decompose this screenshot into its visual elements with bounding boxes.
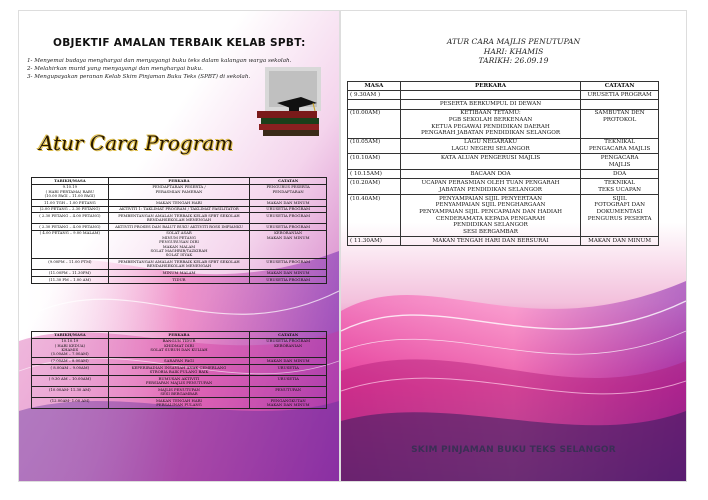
right-page <box>340 10 687 482</box>
table-cell: MAKAN DAN MINUM <box>250 200 327 207</box>
table-cell: MAKAN DAN MINUM <box>250 358 327 365</box>
table-cell: TEKNIKAL TEKS UCAPAN <box>581 179 659 195</box>
table-cell: AKTIVITI 1: TAKLIMAT PROGRAM / TAKLIMAT FASILITATOR <box>108 206 250 213</box>
table-row <box>348 154 659 170</box>
table-cell: (2.00 PETANG – 2.30 PETANG) <box>32 206 109 213</box>
table-row <box>32 259 327 270</box>
table-cell: MAJLIS PENUTUPAN SESI BERGAMBAR <box>108 387 250 398</box>
table-cell: (11.30 PM – 1.00 AM) <box>32 277 109 284</box>
closing-ceremony-header <box>341 37 686 66</box>
table-cell: SARAPAN PAGI <box>108 358 250 365</box>
table-cell: (10.00AM) <box>348 109 401 138</box>
table-cell: KATA ALUAN PENGERUSI MAJLIS <box>400 154 580 170</box>
table-cell: URUSETIA PROGRAM <box>250 259 327 270</box>
table-cell: TIDUR <box>108 277 250 284</box>
table-cell: URUSETIA PROGRAM <box>250 224 327 231</box>
objective-item: 1- Menyemai budaya menghargai dan menyayangi buku teks dalam kalangan warga sekolah. <box>27 58 292 64</box>
table-cell: URUSETIA PROGRAM KEBORANIAN <box>250 338 327 358</box>
closing-ceremony-day: HARI: KHAMIS <box>483 46 544 56</box>
books-graduation-cap-image <box>257 67 323 139</box>
table-cell: ( 9.30AM ) <box>348 91 401 100</box>
column-header: TARIKH/MASA <box>32 178 109 185</box>
objective-title: OBJEKTIF AMALAN TERBAIK KELAB SPBT: <box>53 37 306 49</box>
column-header: CATATAN <box>250 332 327 339</box>
table-row <box>32 213 327 224</box>
closing-ceremony-date: TARIKH: 26.09.19 <box>478 56 549 65</box>
column-header: CATATAN <box>581 82 659 91</box>
table-cell: RUMUSAN AKTIVITI PERSIAPAN MAJLIS PENUTUPAN <box>108 376 250 387</box>
table-cell: UCAPAN PERASMIAN OLEH TUAN PENGARAH JABATAN PENDIDIKAN SELANGOR <box>400 179 580 195</box>
table-cell: SAMBUTAN DEN PROTOKOL <box>581 109 659 138</box>
table-cell: 9.10.19 ( HARI PERTAMA) RABU (10.00 PAGI – 11.00 PAGI) <box>32 184 109 199</box>
table-cell: PENGURUS PESERTA PENDAFTARAN <box>250 184 327 199</box>
table-cell: (10.40AM) <box>348 195 401 237</box>
table-row <box>348 195 659 237</box>
table-row <box>348 91 659 100</box>
table-row <box>32 358 327 365</box>
table-body <box>32 338 327 408</box>
table-cell: (10.00AM- 11.30 AM) <box>32 387 109 398</box>
table-cell: ( 4.00 PETANG – 9.00 MALAM) <box>32 230 109 259</box>
table-row <box>348 170 659 179</box>
table-cell: URUSETIA PROGRAM <box>250 206 327 213</box>
table-cell: (10.20AM) <box>348 179 401 195</box>
closing-ceremony-title: ATUR CARA MAJLIS PENUTUPAN <box>446 37 581 46</box>
table-cell: SOLAT ASAR MINUM PETANG PENGURUSAN DIRI MAKAN MALAM SOLAT MAGHRIB/TAZKIRAH SOLAT ISYAK <box>108 230 250 259</box>
table-cell <box>400 91 580 100</box>
table-cell: MAKAN DAN MINUM <box>250 270 327 277</box>
table-cell: (9.00PM – 11.00 PTM) <box>32 259 109 270</box>
table-row <box>32 338 327 358</box>
table-cell: MINUM MALAM <box>108 270 250 277</box>
table-cell: AKTIVITI PROSES DAN BALUT BUKU AKTIVITI ROSS IMPIANKU <box>108 224 250 231</box>
table-row <box>32 387 327 398</box>
table-cell: MAKAN TENGAH HARI DAN BERSURAI <box>400 237 580 246</box>
table-cell: MAKAN DAN MINUM <box>581 237 659 246</box>
column-header: CATATAN <box>250 178 327 185</box>
table-cell: PEMBENTANGAN AMALAN TERBAIK KELAB SPBT SEKOLAH BENDAHSEKOLAH MENENGAH <box>108 259 250 270</box>
table-cell: URUSETIA PROGRAM <box>581 91 659 100</box>
table-row <box>32 398 327 409</box>
table-row <box>348 237 659 246</box>
table-cell: 11.00 TGH – 1.00 PETANG <box>32 200 109 207</box>
table-cell: PENGACARA MAJLIS <box>581 154 659 170</box>
table-row <box>348 138 659 154</box>
table-cell: MAKAN TENGAH HARI PERSALINAN PULANG <box>108 398 250 409</box>
table-row <box>32 224 327 231</box>
table-cell <box>581 100 659 109</box>
table-cell: (10.10AM) <box>348 154 401 170</box>
table-body <box>348 91 659 246</box>
table-cell: URUSETIA PROGRAM <box>250 213 327 224</box>
table-cell: PENYAMPAIAN SIJIL PENYERTAAN PENYAMPAIAN SIJIL PENGHARGAAN PENYAMPAIAN SIJIL PENCAPAIAN DAN HADIAH CENDERAMATA KEPADA PENGARAH PENDIDIKAN SELANGOR SESI BERGAMBAR <box>400 195 580 237</box>
objective-item: 2- Melahirkan murid yang menyayangi dan menghargai buku. <box>27 66 203 73</box>
table-cell <box>348 100 401 109</box>
closing-ceremony-table <box>347 81 659 246</box>
table-cell: URUSETIA <box>250 365 327 376</box>
table-row <box>32 200 327 207</box>
table-body <box>32 184 327 283</box>
table-cell: KETIBAAN TETAMU: PGB SEKOLAH BERKENAAN KETUA PEGAWAI PENDIDIKAN DAERAH PENGARAH JABATAN PENDIDIKAN SELANGOR <box>400 109 580 138</box>
table-cell: PEMBENTANGAN AMALAN TERBAIK KELAB SPBT SEKOLAH BENDAHSEKOLAH MENENGAH <box>108 213 250 224</box>
table-cell: KEBORANIAN MAKAN DAN MINUM <box>250 230 327 259</box>
footer-title: SKIM PINJAMAN BUKU TEKS SELANGOR <box>411 445 616 455</box>
table-cell: PENDAFTARAN PESERTA / PERASMIAN PAMERAN <box>108 184 250 199</box>
table-row <box>32 270 327 277</box>
table-row <box>32 365 327 376</box>
table-cell: PENGANGKUTAN MAKAN DAN MINUM <box>250 398 327 409</box>
table-cell: LAGU NEGARAKU LAGU NEGERI SELANGOR <box>400 138 580 154</box>
column-header: TARIKH/MASA <box>32 332 109 339</box>
table-row <box>32 376 327 387</box>
table-cell: (11.00PM – 11.30PM) <box>32 270 109 277</box>
table-cell: 10.10.19 ( HARI KEDUA) KHAMIS (5.00AM – 7.00AM) <box>32 338 109 358</box>
column-header: PERKARA <box>108 178 250 185</box>
column-header: PERKARA <box>400 82 580 91</box>
table-row <box>32 277 327 284</box>
column-header: PERKARA <box>108 332 250 339</box>
table-row <box>32 184 327 199</box>
table-cell: MAKAN TENGAH HARI <box>108 200 250 207</box>
table-row <box>348 100 659 109</box>
table-row <box>348 109 659 138</box>
table-cell: TEKNIKAL PENGACARA MAJLIS <box>581 138 659 154</box>
table-cell: KEPERIBADIAN INSANIAH ANAK CEMERLANG STROBIA BAIK PULANG BAIK <box>108 365 250 376</box>
column-header: MASA <box>348 82 401 91</box>
table-row <box>32 206 327 213</box>
table-cell: ( 2.30 PETANG – 4.00 PETANG) <box>32 213 109 224</box>
objective-item: 3- Mengupayakan peranan Kelab Skim Pinjaman Buku Teks (SPBT) di sekolah. <box>27 74 251 81</box>
table-cell: ( 11.30AM) <box>348 237 401 246</box>
table-cell: SIJIL FOTOGRAFI DAN DOKUMENTASI PENGURUS PESERTA <box>581 195 659 237</box>
table-cell: (12.00AM- 1.00 AM) <box>32 398 109 409</box>
table-cell: (7.00AM – 8.00AM) <box>32 358 109 365</box>
left-page <box>18 10 340 482</box>
table-cell: URUSETIA PROGRAM <box>250 277 327 284</box>
table-cell: DOA <box>581 170 659 179</box>
table-cell: BACAAN DOA <box>400 170 580 179</box>
table-cell: ( 2.30 PETANG – 4.00 PETANG) <box>32 224 109 231</box>
table-cell: (10.05AM) <box>348 138 401 154</box>
table-cell: ( 8.00AM – 9.00AM) <box>32 365 109 376</box>
table-cell: PESERTA BERKUMPUL DI DEWAN <box>400 100 580 109</box>
table-row <box>32 230 327 259</box>
atur-cara-title: Atur Cara Program <box>39 131 234 155</box>
schedule-table-day1 <box>31 177 327 284</box>
table-cell: ( 9.30 AM – 10.00AM) <box>32 376 109 387</box>
table-row <box>348 179 659 195</box>
schedule-table-day2 <box>31 331 327 409</box>
table-cell: PENUTUPAN <box>250 387 327 398</box>
table-cell: ( 10.15AM) <box>348 170 401 179</box>
table-cell: URUSETIA <box>250 376 327 387</box>
table-cell: BANGUN TIDUR KHIDMAT DIRI SOLAT SUBUH DAN KULIAH <box>108 338 250 358</box>
